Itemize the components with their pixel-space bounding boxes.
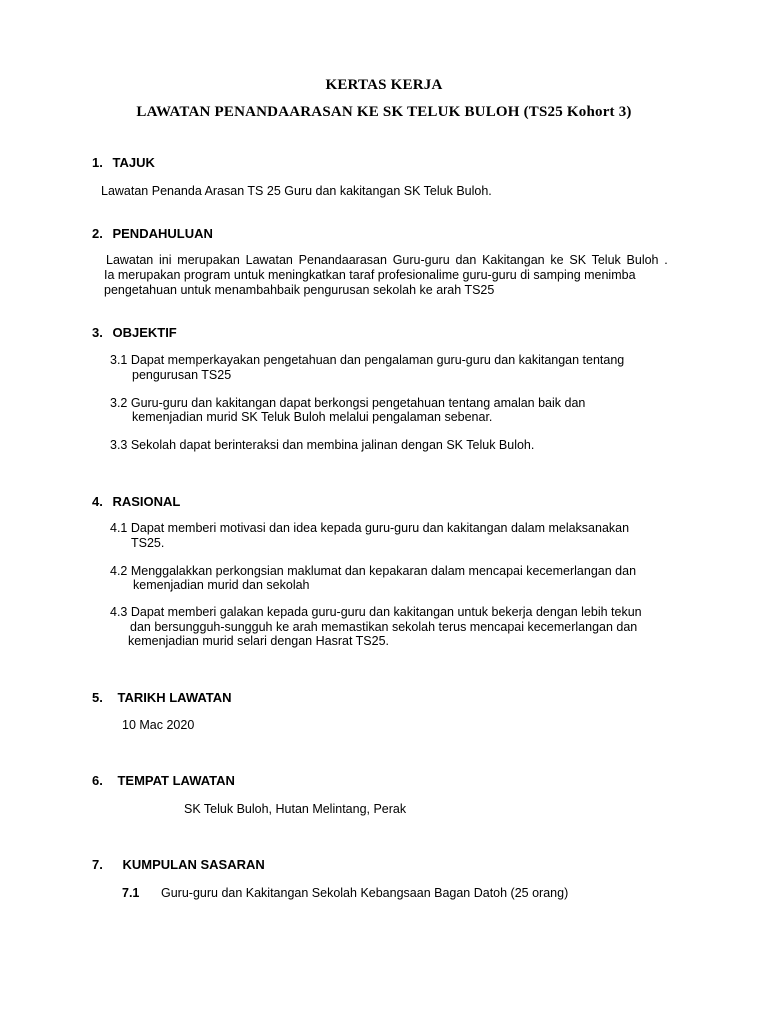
list-item-line: 4.2 Menggalakkan perkongsian maklumat dan kepakaran dalam mencapai kecemerlangan dan xyxy=(110,564,637,578)
section-heading-tajuk xyxy=(92,155,155,170)
section-number: 1. xyxy=(92,155,103,170)
section-title: KUMPULAN SASARAN xyxy=(122,857,265,872)
section-heading-rasional xyxy=(92,494,180,509)
section-number: 4. xyxy=(92,494,103,509)
section-number: 2. xyxy=(92,226,103,241)
paragraph-line: Lawatan ini merupakan Lawatan Penandaarasan Guru-guru dan Kakitangan ke SK Teluk Buloh . xyxy=(106,253,668,267)
section-heading-objektif xyxy=(92,325,177,340)
section-text-tajuk: Lawatan Penanda Arasan TS 25 Guru dan kakitangan SK Teluk Buloh. xyxy=(101,184,492,198)
list-item-line: 3.2 Guru-guru dan kakitangan dapat berkongsi pengetahuan tentang amalan baik dan xyxy=(110,396,586,410)
section-number: 6. xyxy=(92,773,103,788)
list-item-line: kemenjadian murid dan sekolah xyxy=(133,578,310,592)
section-number: 3. xyxy=(92,325,103,340)
section-title: OBJEKTIF xyxy=(112,325,177,340)
list-item-line: kemenjadian murid SK Teluk Buloh melalui pengalaman sebenar. xyxy=(132,410,493,424)
list-item-line: TS25. xyxy=(131,536,165,550)
section-title: PENDAHULUAN xyxy=(112,226,213,241)
section-heading-tempat xyxy=(92,773,235,788)
section-text-tarikh: 10 Mac 2020 xyxy=(122,718,195,732)
section-heading-tarikh xyxy=(92,690,232,705)
section-text-tempat: SK Teluk Buloh, Hutan Melintang, Perak xyxy=(184,802,407,816)
list-item-line: kemenjadian murid selari dengan Hasrat TS25. xyxy=(128,634,390,648)
list-item-line: 3.3 Sekolah dapat berinteraksi dan membina jalinan dengan SK Teluk Buloh. xyxy=(110,438,535,452)
list-item-line: dan bersungguh-sungguh ke arah memastikan sekolah terus mencapai kecemerlangan dan xyxy=(130,620,638,634)
list-item-line: 4.3 Dapat memberi galakan kepada guru-guru dan kakitangan untuk bekerja dengan lebih tekun xyxy=(110,605,642,619)
document-subtitle: LAWATAN PENANDAARASAN KE SK TELUK BULOH (TS25 Kohort 3) xyxy=(136,104,632,120)
document-title: KERTAS KERJA xyxy=(325,77,443,93)
section-title: RASIONAL xyxy=(112,494,181,509)
list-item-number: 7.1 xyxy=(122,886,140,900)
section-heading-sasaran xyxy=(92,857,265,872)
paragraph-line: pengetahuan untuk menambahbaik pengurusan sekolah ke arah TS25 xyxy=(104,283,495,297)
section-number: 5. xyxy=(92,690,103,705)
list-item-text: Guru-guru dan Kakitangan Sekolah Kebangsaan Bagan Datoh (25 orang) xyxy=(161,886,569,900)
section-number: 7. xyxy=(92,857,103,872)
paragraph-line: Ia merupakan program untuk meningkatkan taraf profesionalime guru-guru di samping menimba xyxy=(104,268,636,282)
section-title: TARIKH LAWATAN xyxy=(117,690,232,705)
list-item-line: pengurusan TS25 xyxy=(132,368,232,382)
list-item-line: 3.1 Dapat memperkayakan pengetahuan dan pengalaman guru-guru dan kakitangan tentang xyxy=(110,353,625,367)
section-heading-pendahuluan xyxy=(92,226,213,241)
list-item-line: 4.1 Dapat memberi motivasi dan idea kepada guru-guru dan kakitangan dalam melaksanakan xyxy=(110,521,630,535)
section-title: TEMPAT LAWATAN xyxy=(117,773,235,788)
section-title: TAJUK xyxy=(112,155,155,170)
